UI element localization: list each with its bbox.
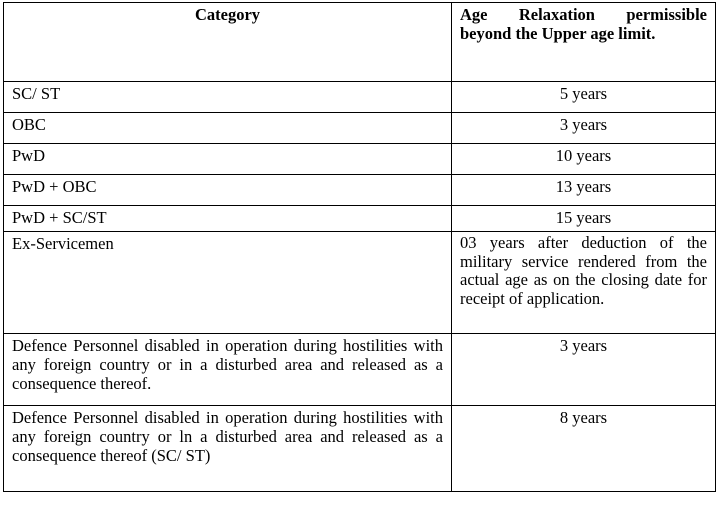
category-cell: PwD + OBC [4, 175, 452, 206]
relaxation-cell: 3 years [452, 113, 716, 144]
table-row [4, 144, 716, 175]
table-row [4, 334, 716, 406]
table-row [4, 406, 716, 492]
relaxation-cell: 10 years [452, 144, 716, 175]
age-relaxation-table [3, 2, 716, 492]
relaxation-cell: 8 years [452, 406, 716, 492]
category-cell: SC/ ST [4, 82, 452, 113]
category-cell: PwD + SC/ST [4, 206, 452, 232]
category-cell: Ex-Servicemen [4, 232, 452, 334]
relaxation-cell: 15 years [452, 206, 716, 232]
table-row [4, 206, 716, 232]
header-category: Category [4, 3, 452, 82]
category-cell: PwD [4, 144, 452, 175]
relaxation-cell: 13 years [452, 175, 716, 206]
table-row [4, 82, 716, 113]
table-row [4, 113, 716, 144]
category-cell: Defence Personnel disabled in operation during hostilities with any foreign country or in a disturbed area and released as a consequence thereof. [4, 334, 452, 406]
header-age-relaxation: Age Relaxation permissible beyond the Upper age limit. [452, 3, 716, 82]
relaxation-cell: 03 years after deduction of the military service rendered from the actual age as on the closing date for receipt of application. [452, 232, 716, 334]
category-cell: OBC [4, 113, 452, 144]
category-cell: Defence Personnel disabled in operation during hostilities with any foreign country or ln a disturbed area and released as a consequence thereof (SC/ ST) [4, 406, 452, 492]
relaxation-cell: 5 years [452, 82, 716, 113]
table-header-row [4, 3, 716, 82]
table-row [4, 175, 716, 206]
relaxation-cell: 3 years [452, 334, 716, 406]
table-row [4, 232, 716, 334]
